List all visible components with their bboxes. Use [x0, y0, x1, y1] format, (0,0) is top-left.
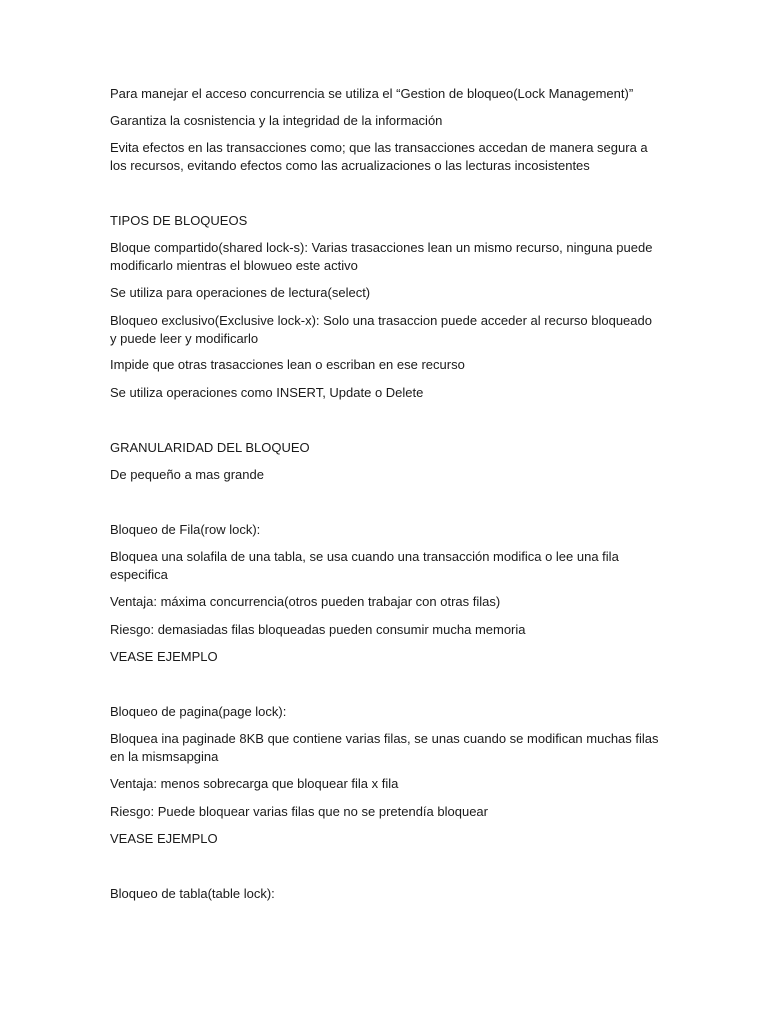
granularity-order: De pequeño a mas grande [110, 467, 264, 482]
table-lock-heading: Bloqueo de tabla(table lock): [110, 886, 275, 901]
exclusive-lock-paragraph: Bloqueo exclusivo(Exclusive lock-x): Solo una trasaccion puede acceder al recurso bloqueado y puede leer y modificarlo [110, 313, 652, 346]
row-lock-risk: Riesgo: demasiadas filas bloqueadas pueden consumir mucha memoria [110, 622, 526, 637]
row-lock-heading: Bloqueo de Fila(row lock): [110, 522, 261, 537]
section-heading-lock-types: TIPOS DE BLOQUEOS [110, 213, 248, 228]
row-lock-example-ref: VEASE EJEMPLO [110, 649, 218, 664]
effects-paragraph: Evita efectos en las transacciones como; que las transacciones accedan de manera segura a los recursos, evitando efectos como las acrualizaciones o las lecturas incosistentes [110, 140, 648, 173]
section-heading-granularity: GRANULARIDAD DEL BLOQUEO [110, 440, 310, 455]
row-lock-advantage: Ventaja: máxima concurrencia(otros pueden trabajar con otras filas) [110, 594, 501, 609]
page-lock-example-ref: VEASE EJEMPLO [110, 831, 218, 846]
page-lock-heading: Bloqueo de pagina(page lock): [110, 704, 287, 719]
page-lock-advantage: Ventaja: menos sobrecarga que bloquear fila x fila [110, 776, 399, 791]
shared-lock-paragraph: Bloque compartido(shared lock-s): Varias trasacciones lean un mismo recurso, ninguna puede modificarlo mientras el blowueo este activo [110, 240, 653, 273]
shared-lock-usage: Se utiliza para operaciones de lectura(select) [110, 285, 371, 300]
page-lock-risk: Riesgo: Puede bloquear varias filas que no se pretendía bloquear [110, 804, 488, 819]
page-lock-description: Bloquea ina paginade 8KB que contiene varias filas, se unas cuando se modifican muchas filas en la mismsapgina [110, 731, 659, 764]
row-lock-description: Bloquea una solafila de una tabla, se usa cuando una transacción modifica o lee una fila especifica [110, 549, 619, 582]
exclusive-lock-usage: Se utiliza operaciones como INSERT, Update o Delete [110, 385, 424, 400]
exclusive-lock-effect: Impide que otras trasacciones lean o escriban en ese recurso [110, 357, 465, 372]
intro-paragraph: Para manejar el acceso concurrencia se utiliza el “Gestion de bloqueo(Lock Management)” [110, 86, 634, 101]
integrity-paragraph: Garantiza la cosnistencia y la integridad de la información [110, 113, 443, 128]
